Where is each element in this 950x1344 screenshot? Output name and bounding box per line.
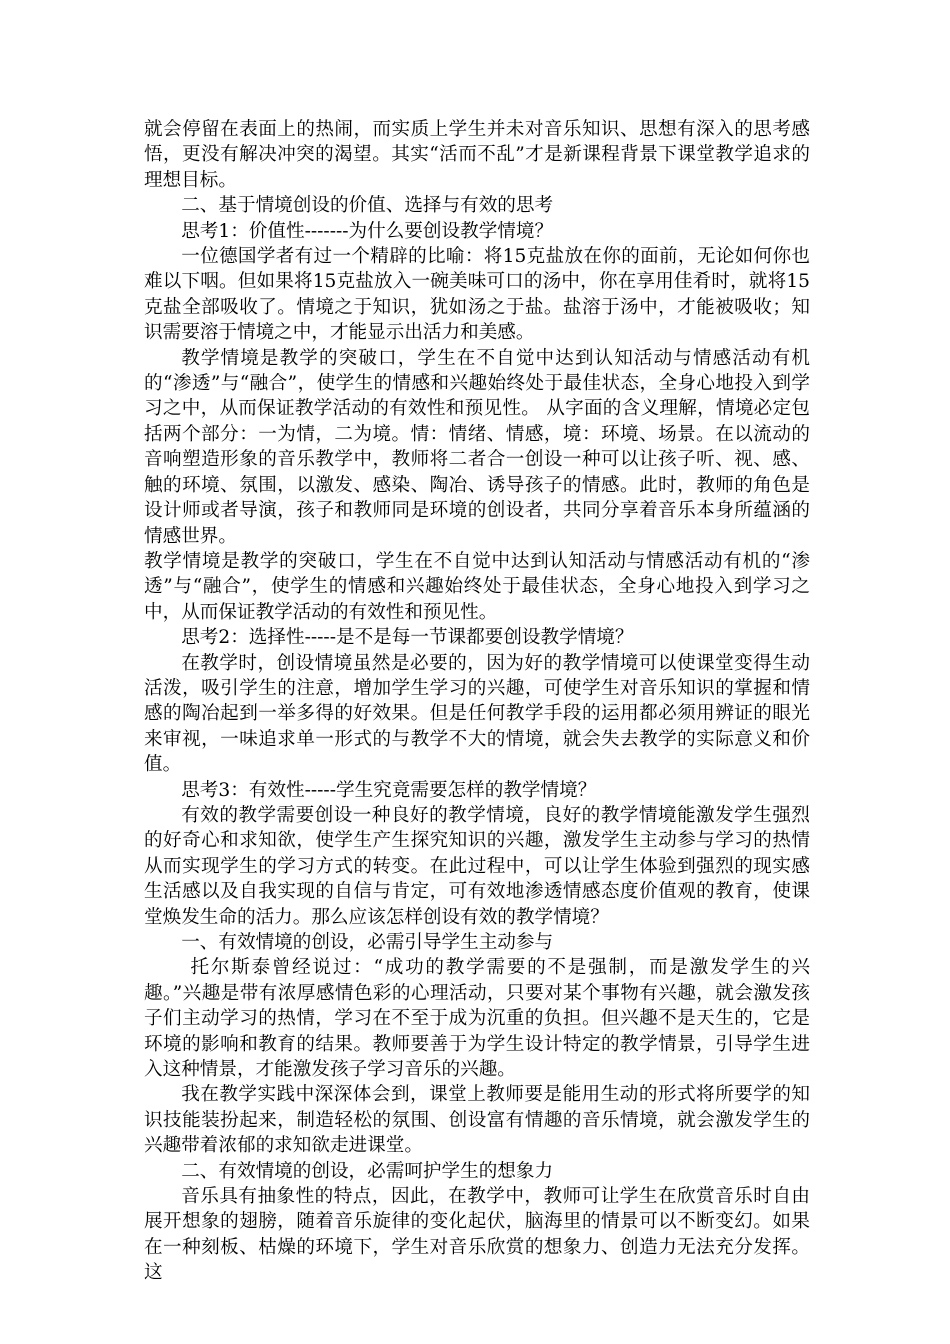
paragraph-breakthrough-repeat: 教学情境是教学的突破口，学生在不自觉中达到认知活动与情感活动有机的“渗透”与“融合”，使学生的情感和兴趣始终处于最佳状态，全身心地投入到学习之中，从而保证教学活动的有效性和预见性。 xyxy=(144,550,810,623)
paragraph-selection: 在教学时，创设情境虽然是必要的，因为好的教学情境可以使课堂变得生动活泼，吸引学生的注意，增加学生学习的兴趣，可使学生对音乐知识的掌握和情感的陶冶起到一举多得的好效果。但是任何教学手段的运用都必须用辨证的眼光来审视，一味追求单一形式的与教学不大的情境，就会失去教学的实际意义和价值。 xyxy=(144,652,810,776)
heading-participation: 一、有效情境的创设，必需引导学生主动参与 xyxy=(181,932,554,953)
paragraph-tolstoy: 托尔斯泰曾经说过：“成功的教学需要的不是强制，而是激发学生的兴趣。”兴趣是带有浓厚感情色彩的心理活动，只要对某个事物有兴趣，就会激发孩子们主动学习的热情，学习在不至于成为沉重的负担。但兴趣不是天生的，它是环境的影响和教育的结果。教师要善于为学生设计特定的教学情景，引导学生进入这种情景，才能激发孩子学习音乐的兴趣。 xyxy=(144,957,810,1081)
paragraph-practice: 我在教学实践中深深体会到，课堂上教师要是能用生动的形式将所要学的知识技能装扮起来，制造轻松的氛围、创设富有情趣的音乐情境，就会激发学生的兴趣带着浓郁的求知欲走进课堂。 xyxy=(144,1084,810,1157)
subheading-value: 思考1：价值性-------为什么要创设教学情境？ xyxy=(181,220,554,242)
paragraph-imagination: 音乐具有抽象性的特点，因此，在教学中，教师可让学生在欣赏音乐时自由展开想象的翅膀，随着音乐旋律的变化起伏，脑海里的情景可以不断变幻。如果在一种刻板、枯燥的环境下，学生对音乐欣赏的想象力、创造力无法充分发挥。这 xyxy=(144,1186,810,1284)
document-body xyxy=(144,117,810,1286)
subheading-effectiveness: 思考3：有效性-----学生究竟需要怎样的教学情境？ xyxy=(181,779,597,801)
paragraph-effectiveness: 有效的教学需要创设一种良好的教学情境，良好的教学情境能激发学生强烈的好奇心和求知欲，使学生产生探究知识的兴趣，激发学生主动参与学习的热情从而实现学生的学习方式的转变。在此过程中，可以让学生体验到强烈的现实感生活感以及自我实现的自信与肯定，可有效地渗透情感态度价值观的教育，使课堂焕发生命的活力。那么应该怎样创设有效的教学情境？ xyxy=(144,804,810,928)
paragraph-continuation: 就会停留在表面上的热闹，而实质上学生并未对音乐知识、思想有深入的思考感悟，更没有解决冲突的渴望。其实“活而不乱”才是新课程背景下课堂教学追求的理想目标。 xyxy=(144,119,810,191)
paragraph-breakthrough: 教学情境是教学的突破口，学生在不自觉中达到认知活动与情感活动有机的“渗透”与“融合”，使学生的情感和兴趣始终处于最佳状态，全身心地投入到学习之中，从而保证教学活动的有效性和预见性。 从字面的含义理解，情境必定包括两个部分：一为情，二为境。情：情绪、情感，境：环境、场景。在以流动的音响塑造形象的音乐教学中，教师将二者合一创设一种可以让孩子听、视、感、触的环境、氛围，以激发、感染、陶冶、诱导孩子的情感。此时，教师的角色是设计师或者导演，孩子和教师同是环境的创设者，共同分享着音乐本身所蕴涵的情感世界。 xyxy=(144,347,810,547)
subheading-selection: 思考2：选择性-----是不是每一节课都要创设教学情境？ xyxy=(181,627,634,649)
section-heading-two: 二、基于情境创设的价值、选择与有效的思考 xyxy=(181,195,554,217)
paragraph-salt-metaphor: 一位德国学者有过一个精辟的比喻：将15克盐放在你的面前，无论如何你也难以下咽。但如果将15克盐放入一碗美味可口的汤中，你在享用佳肴时，就将15克盐全部吸收了。情境之于知识，犹如汤之于盐。盐溶于汤中，才能被吸收；知识需要溶于情境之中，才能显示出活力和美感。 xyxy=(144,246,810,344)
heading-imagination: 二、有效情境的创设，必需呵护学生的想象力 xyxy=(181,1160,554,1182)
